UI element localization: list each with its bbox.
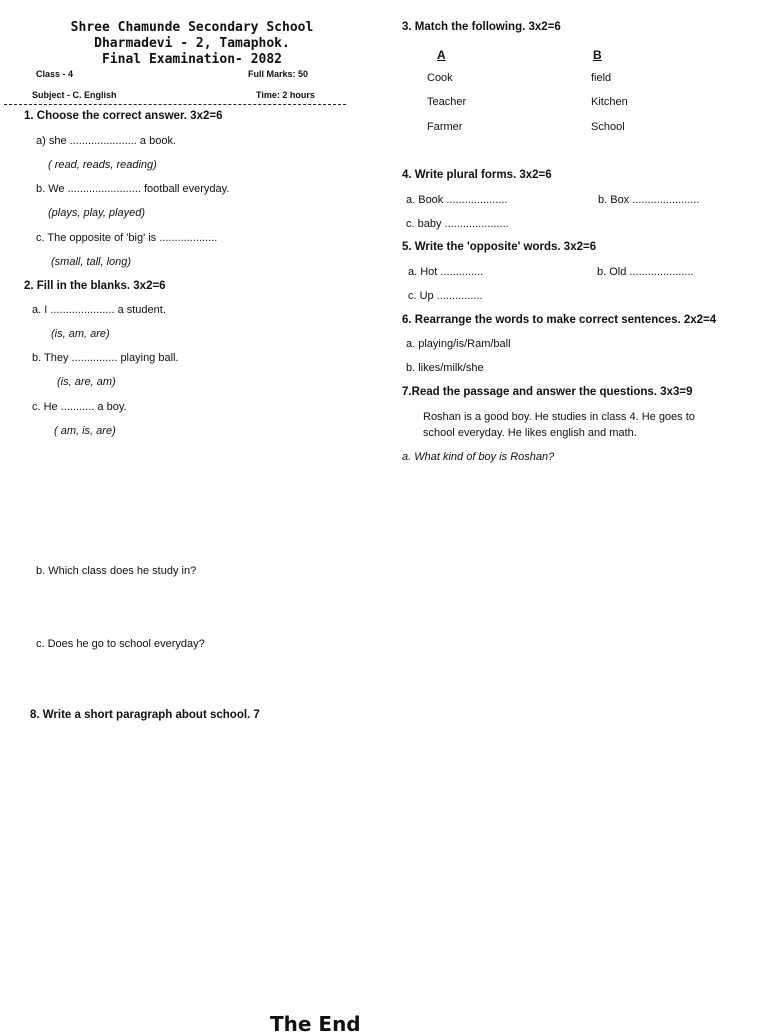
q4-item-c: c. baby .....................	[406, 218, 509, 230]
q6-item-b: b. likes/milk/she	[406, 362, 484, 374]
q7-question-a: a. What kind of boy is Roshan?	[402, 451, 555, 463]
q2-options-a: (is, am, are)	[51, 328, 110, 340]
q1-options-c: (small, tall, long)	[51, 256, 132, 268]
q5-title: 5. Write the 'opposite' words. 3x2=6	[402, 241, 597, 253]
class-label: Class - 4	[36, 69, 74, 79]
q2-options-b: (is, are, am)	[57, 376, 116, 388]
q7-passage-line: Roshan is a good boy. He studies in class 4. He goes to	[423, 411, 695, 423]
q4-item-b: b. Box ......................	[598, 194, 700, 206]
q3-a-item: Farmer	[427, 121, 463, 133]
q2-title: 2. Fill in the blanks. 3x2=6	[24, 280, 166, 292]
q1-title: 1. Choose the correct answer. 3x2=6	[24, 110, 223, 122]
q3-b-item: field	[591, 72, 612, 84]
time-label: Time: 2 hours	[256, 90, 315, 100]
q8-title: 8. Write a short paragraph about school. 7	[30, 709, 260, 721]
q7-question-b: b. Which class does he study in?	[36, 565, 197, 577]
the-end-text: The End	[270, 1012, 361, 1036]
full-marks: Full Marks: 50	[248, 69, 309, 79]
q6-title: 6. Rearrange the words to make correct sentences. 2x2=4	[402, 314, 717, 326]
q1-options-b: (plays, play, played)	[48, 207, 146, 219]
q5-item-a: a. Hot ..............	[408, 266, 484, 278]
q4-item-a: a. Book ....................	[406, 194, 508, 206]
q7-title: 7.Read the passage and answer the questions. 3x3=9	[402, 386, 693, 398]
q5-item-b: b. Old .....................	[597, 266, 694, 278]
q3-b-item: Kitchen	[591, 96, 628, 108]
q7-question-c: c. Does he go to school everyday?	[36, 638, 205, 650]
q1-options-a: ( read, reads, reading)	[48, 159, 157, 171]
q2-item-b: b. They ............... playing ball.	[32, 352, 179, 364]
q2-options-c: ( am, is, are)	[54, 425, 116, 437]
q1-item-b: b. We ........................ football everyday.	[36, 183, 230, 195]
exam-title: Final Examination- 2082	[101, 52, 282, 67]
q2-item-c: c. He ........... a boy.	[32, 401, 127, 413]
q3-a-item: Teacher	[427, 96, 467, 108]
q3-b-item: School	[591, 121, 625, 133]
q3-column-b-heading: B	[593, 48, 602, 62]
q5-item-c: c. Up ...............	[408, 290, 483, 302]
q3-a-item: Cook	[427, 72, 453, 84]
q6-item-a: a. playing/is/Ram/ball	[406, 338, 511, 350]
q3-title: 3. Match the following. 3x2=6	[402, 21, 561, 33]
q1-item-c: c. The opposite of 'big' is ...................	[36, 232, 218, 244]
q2-item-a: a. I ..................... a student.	[32, 304, 166, 316]
q1-item-a: a) she ...................... a book.	[36, 135, 177, 147]
q4-title: 4. Write plural forms. 3x2=6	[402, 169, 552, 181]
q3-column-a-heading: A	[437, 48, 446, 62]
q7-passage-line: school everyday. He likes english and math.	[423, 427, 637, 439]
school-name: Shree Chamunde Secondary School	[70, 20, 314, 35]
subject-label: Subject - C. English	[32, 90, 117, 100]
school-address: Dharmadevi - 2, Tamaphok.	[94, 36, 290, 51]
header-divider	[4, 104, 346, 105]
